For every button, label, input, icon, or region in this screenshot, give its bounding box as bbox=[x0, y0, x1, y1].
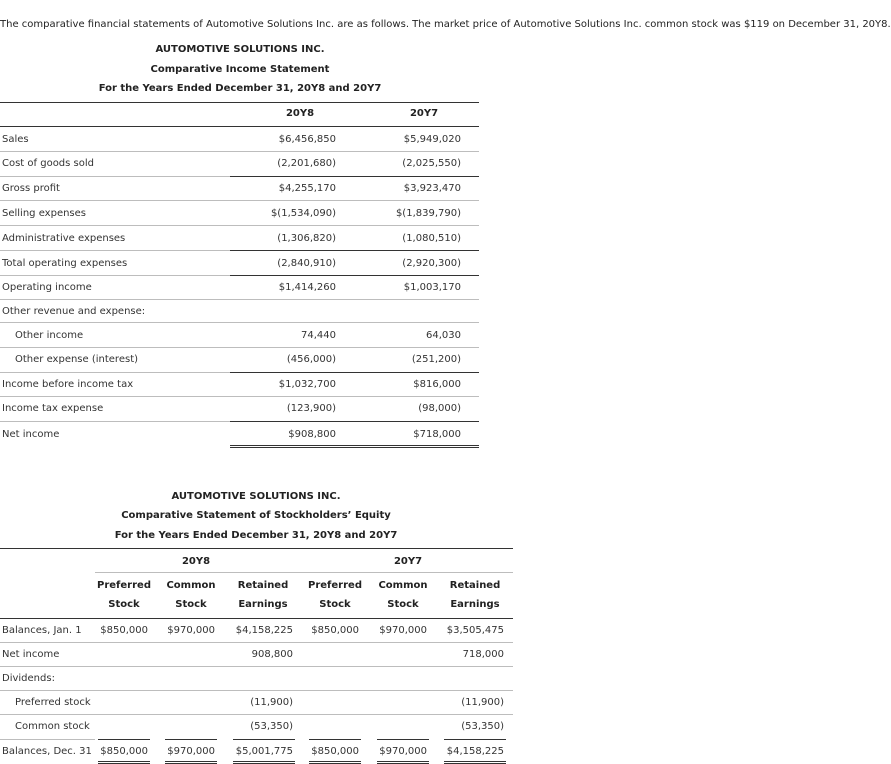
col-head-preferred-20y8: Stock bbox=[108, 599, 140, 610]
equity-value: $850,000 bbox=[100, 625, 148, 636]
income-row-label: Other income bbox=[15, 330, 84, 341]
income-value-20y7: $816,000 bbox=[413, 379, 461, 390]
equity-row-label: Net income bbox=[2, 649, 60, 660]
equity-year-20y8: 20Y8 bbox=[181, 556, 211, 567]
equity-value: (53,350) bbox=[250, 721, 293, 732]
equity-value: $5,001,775 bbox=[235, 746, 293, 757]
income-value-20y7: (2,025,550) bbox=[402, 158, 461, 169]
income-value-20y7: (251,200) bbox=[411, 354, 461, 365]
subtotal-rule bbox=[230, 421, 479, 422]
subtotal-rule bbox=[230, 275, 479, 276]
row-divider bbox=[0, 200, 479, 201]
equity-value: $4,158,225 bbox=[235, 625, 293, 636]
income-company-name: AUTOMOTIVE SOLUTIONS INC. bbox=[155, 44, 325, 55]
equity-value: (53,350) bbox=[461, 721, 504, 732]
income-value-20y7: $(1,839,790) bbox=[395, 208, 461, 219]
col-head-common-20y8: Stock bbox=[175, 599, 207, 610]
row-divider bbox=[0, 739, 95, 740]
row-divider bbox=[0, 372, 230, 373]
row-divider bbox=[0, 225, 479, 226]
income-value-20y7: (98,000) bbox=[418, 403, 461, 414]
subtotal-rule bbox=[230, 372, 479, 373]
income-row-label: Net income bbox=[2, 429, 60, 440]
income-row-label: Gross profit bbox=[2, 183, 60, 194]
income-value-20y8: (456,000) bbox=[286, 354, 336, 365]
equity-row-label: Balances, Jan. 1 bbox=[2, 625, 82, 636]
income-row-label: Selling expenses bbox=[2, 208, 87, 219]
equity-row-label: Balances, Dec. 31 bbox=[2, 746, 92, 757]
equity-value: 718,000 bbox=[462, 649, 504, 660]
income-row-label: Income tax expense bbox=[2, 403, 104, 414]
equity-value: $970,000 bbox=[167, 746, 215, 757]
equity-header-rule bbox=[0, 548, 513, 549]
income-value-20y8: $1,032,700 bbox=[278, 379, 336, 390]
equity-value: (11,900) bbox=[461, 697, 504, 708]
row-divider bbox=[0, 275, 230, 276]
row-divider bbox=[0, 250, 230, 251]
income-statement-title: Comparative Income Statement bbox=[150, 64, 330, 75]
income-col-header-rule bbox=[0, 126, 479, 127]
income-value-20y8: (1,306,820) bbox=[277, 233, 336, 244]
income-row-label: Sales bbox=[2, 134, 29, 145]
income-section-label: Other revenue and expense: bbox=[2, 306, 146, 317]
equity-value: $970,000 bbox=[167, 625, 215, 636]
row-divider bbox=[0, 690, 513, 691]
income-value-20y8: (123,900) bbox=[286, 403, 336, 414]
equity-row-label: Preferred stock bbox=[15, 697, 91, 708]
income-value-20y8: $1,414,260 bbox=[278, 282, 336, 293]
equity-value: $4,158,225 bbox=[446, 746, 504, 757]
subtotal-rule bbox=[309, 739, 361, 740]
col-head-preferred-20y7: Preferred bbox=[308, 580, 362, 591]
subtotal-rule bbox=[233, 739, 295, 740]
row-divider bbox=[0, 299, 479, 300]
row-divider bbox=[0, 421, 230, 422]
income-value-20y8: $6,456,850 bbox=[278, 134, 336, 145]
equity-value: $850,000 bbox=[100, 746, 148, 757]
equity-company-name: AUTOMOTIVE SOLUTIONS INC. bbox=[171, 491, 341, 502]
subtotal-rule bbox=[444, 739, 506, 740]
row-divider bbox=[0, 151, 479, 152]
equity-col-header-rule bbox=[0, 618, 513, 619]
income-value-20y8: $4,255,170 bbox=[278, 183, 336, 194]
col-head-retained-20y7: Earnings bbox=[450, 599, 500, 610]
col-head-common-20y7: Stock bbox=[387, 599, 419, 610]
row-divider bbox=[0, 666, 513, 667]
col-head-preferred-20y8: Preferred bbox=[97, 580, 151, 591]
income-value-20y8: $(1,534,090) bbox=[270, 208, 336, 219]
col-head-retained-20y8: Retained bbox=[237, 580, 289, 591]
income-row-label: Other expense (interest) bbox=[15, 354, 139, 365]
row-divider bbox=[0, 642, 513, 643]
row-divider bbox=[0, 176, 230, 177]
equity-year-20y7: 20Y7 bbox=[393, 556, 423, 567]
income-value-20y7: 64,030 bbox=[426, 330, 461, 341]
income-row-label: Total operating expenses bbox=[2, 258, 128, 269]
income-value-20y7: $1,003,170 bbox=[403, 282, 461, 293]
subtotal-rule bbox=[377, 739, 429, 740]
equity-value: $850,000 bbox=[311, 625, 359, 636]
equity-row-label: Common stock bbox=[15, 721, 90, 732]
income-value-20y8: (2,201,680) bbox=[277, 158, 336, 169]
equity-value: $970,000 bbox=[379, 625, 427, 636]
col-head-retained-20y7: Retained bbox=[449, 580, 501, 591]
income-col-20y7: 20Y7 bbox=[409, 108, 439, 119]
income-col-20y8: 20Y8 bbox=[285, 108, 315, 119]
intro-text: The comparative financial statements of Automotive Solutions Inc. are as follows. The market price of Automotive Solutions Inc. common stock was $119 on December 31, 20Y8. bbox=[0, 19, 891, 30]
income-value-20y7: (2,920,300) bbox=[402, 258, 461, 269]
income-value-20y8: (2,840,910) bbox=[277, 258, 336, 269]
equity-section-label: Dividends: bbox=[2, 673, 55, 684]
row-divider bbox=[0, 347, 479, 348]
year-header-rule bbox=[95, 572, 513, 573]
equity-value: $850,000 bbox=[311, 746, 359, 757]
subtotal-rule bbox=[165, 739, 217, 740]
income-value-20y8: 74,440 bbox=[301, 330, 336, 341]
subtotal-rule bbox=[230, 176, 479, 177]
col-head-common-20y7: Common bbox=[378, 580, 428, 591]
col-head-preferred-20y7: Stock bbox=[319, 599, 351, 610]
income-header-rule bbox=[0, 102, 479, 103]
equity-statement-title: Comparative Statement of Stockholders’ Equity bbox=[121, 510, 391, 521]
income-value-20y8: $908,800 bbox=[288, 429, 336, 440]
subtotal-rule bbox=[98, 739, 150, 740]
row-divider bbox=[0, 396, 479, 397]
row-divider bbox=[0, 322, 479, 323]
subtotal-rule bbox=[230, 250, 479, 251]
equity-value: $3,505,475 bbox=[446, 625, 504, 636]
income-row-label: Administrative expenses bbox=[2, 233, 126, 244]
equity-value: 908,800 bbox=[251, 649, 293, 660]
total-double-rule bbox=[230, 445, 479, 448]
equity-value: $970,000 bbox=[379, 746, 427, 757]
equity-value: (11,900) bbox=[250, 697, 293, 708]
income-row-label: Income before income tax bbox=[2, 379, 134, 390]
income-value-20y7: $5,949,020 bbox=[403, 134, 461, 145]
income-value-20y7: $718,000 bbox=[413, 429, 461, 440]
col-head-retained-20y8: Earnings bbox=[238, 599, 288, 610]
row-divider bbox=[0, 714, 513, 715]
income-row-label: Operating income bbox=[2, 282, 92, 293]
col-head-common-20y8: Common bbox=[166, 580, 216, 591]
income-statement-period: For the Years Ended December 31, 20Y8 and 20Y7 bbox=[98, 83, 382, 94]
income-value-20y7: $3,923,470 bbox=[403, 183, 461, 194]
equity-statement-period: For the Years Ended December 31, 20Y8 and 20Y7 bbox=[114, 530, 398, 541]
income-value-20y7: (1,080,510) bbox=[402, 233, 461, 244]
income-row-label: Cost of goods sold bbox=[2, 158, 95, 169]
